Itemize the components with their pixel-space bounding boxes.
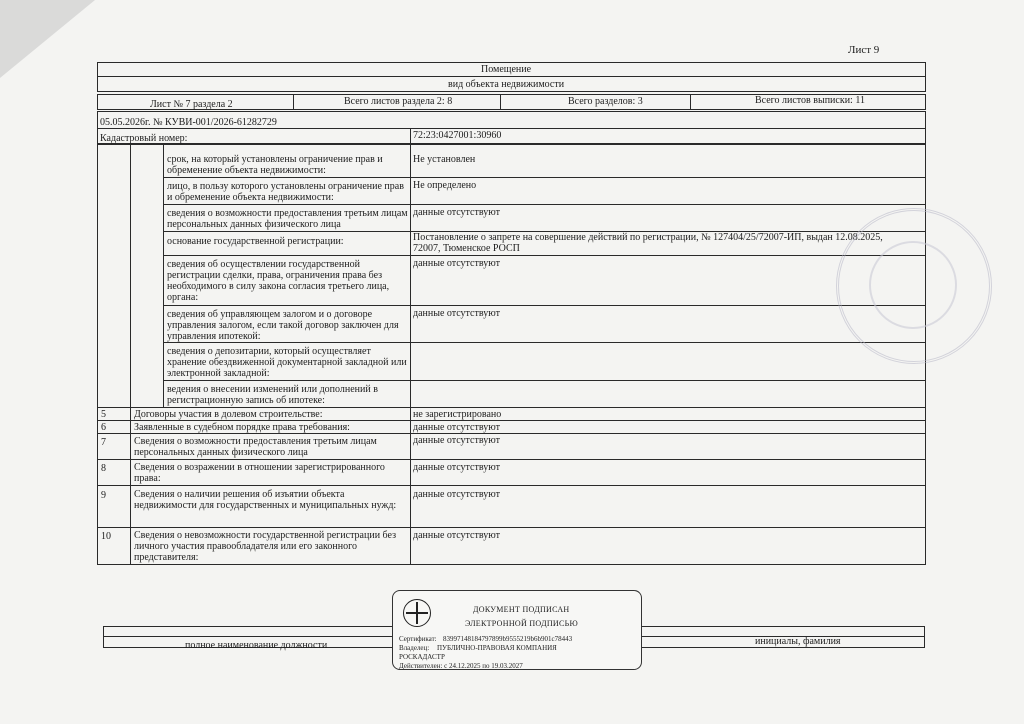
restriction-value: данные отсутствуют <box>413 207 500 218</box>
restriction-label: срок, на который установлены ограничение прав и обременение объекта недвижимости: <box>167 154 383 176</box>
row-label: Сведения о возможности предоставления третьим лицам персональных данных физического лица <box>134 436 377 458</box>
initials-label: инициалы, фамилия <box>755 636 841 647</box>
emblem-icon <box>403 599 431 627</box>
restriction-value: Постановление о запрете на совершение действий по регистрации, № 127404/25/72007-ИП, выдан 12.08.2025, 72007, Тюменское РОСП <box>413 232 883 254</box>
sheet-number: Лист 9 <box>848 44 880 56</box>
page-fold-corner <box>0 0 95 78</box>
row-value: данные отсутствуют <box>413 435 500 446</box>
restriction-label: сведения об управляющем залогом и о договоре управления залогом, если такой договор заключен для управления ипотекой: <box>167 309 399 342</box>
row-number: 9 <box>101 490 106 501</box>
owner-value-2: РОСКАДАСТР <box>399 653 445 661</box>
restriction-value: данные отсутствуют <box>413 308 500 319</box>
cert-label: Сертификат: <box>399 635 437 643</box>
restriction-value: Не установлен <box>413 154 476 165</box>
row-label: Сведения о наличии решения об изъятии объекта недвижимости для государственных и муниципальных нужд: <box>134 489 397 511</box>
total-sheets-extract: Всего листов выписки: 11 <box>755 95 865 106</box>
row-number: 5 <box>101 409 106 420</box>
position-label: полное наименование должности <box>185 640 328 651</box>
restriction-label: сведения об осуществлении государственной регистрации сделки, права, ограничения права без необходимого в силу закона согласия третьего лица, органа: <box>167 259 390 303</box>
row-value: данные отсутствуют <box>413 462 500 473</box>
sheet-of-section: Лист № 7 раздела 2 <box>150 99 233 110</box>
total-sections: Всего разделов: 3 <box>568 96 643 107</box>
row-label: Сведения о невозможности государственной регистрации без личного участия правообладателя или его законного представителя: <box>134 530 397 563</box>
object-type: Помещение <box>481 64 532 75</box>
row-number: 8 <box>101 463 106 474</box>
owner-value: ПУБЛИЧНО-ПРАВОВАЯ КОМПАНИЯ <box>437 644 557 652</box>
cert-value: 83997148184797899b9555219b6b901c78443 <box>443 635 573 643</box>
signature-subtitle: ЭЛЕКТРОННОЙ ПОДПИСЬЮ <box>465 619 579 628</box>
row-number: 10 <box>101 531 111 542</box>
row-value: данные отсутствуют <box>413 422 500 433</box>
total-sheets-section: Всего листов раздела 2: 8 <box>344 96 453 107</box>
row-label: Договоры участия в долевом строительстве: <box>134 409 323 420</box>
signature-title: ДОКУМЕНТ ПОДПИСАН <box>473 605 570 614</box>
restriction-label: ведения о внесении изменений или дополнений в регистрационную запись об ипотеке: <box>167 384 378 406</box>
restriction-label: сведения о возможности предоставления третьим лицам персональных данных физического лица <box>167 208 408 230</box>
electronic-signature-stamp <box>392 590 642 670</box>
row-number: 7 <box>101 437 106 448</box>
restriction-label: лицо, в пользу которого установлены ограничение прав и обременение объекта недвижимости: <box>167 181 404 203</box>
object-type-label: вид объекта недвижимости <box>448 79 565 90</box>
restriction-label: основание государственной регистрации: <box>167 236 344 247</box>
date-number: 05.05.2026г. № КУВИ-001/2026-61282729 <box>100 117 277 128</box>
restriction-label: сведения о депозитарии, который осуществляет хранение обездвиженной документарной закладной или электронной закладной: <box>167 346 407 379</box>
row-label: Сведения о возражении в отношении зарегистрированного права: <box>134 462 385 484</box>
row-value: данные отсутствуют <box>413 530 500 541</box>
owner-label: Владелец: <box>399 644 430 652</box>
restriction-value: данные отсутствуют <box>413 258 500 269</box>
validity: Действителен: с 24.12.2025 по 19.03.2027 <box>399 662 523 670</box>
row-number: 6 <box>101 422 106 433</box>
row-value: не зарегистрировано <box>413 409 502 420</box>
cadastral-label: Кадастровый номер: <box>100 133 188 144</box>
round-seal-stamp <box>836 208 992 364</box>
restriction-value: Не определено <box>413 180 477 191</box>
row-value: данные отсутствуют <box>413 489 500 500</box>
row-label: Заявленные в судебном порядке права требования: <box>134 422 350 433</box>
cadastral-number: 72:23:0427001:30960 <box>413 130 502 141</box>
